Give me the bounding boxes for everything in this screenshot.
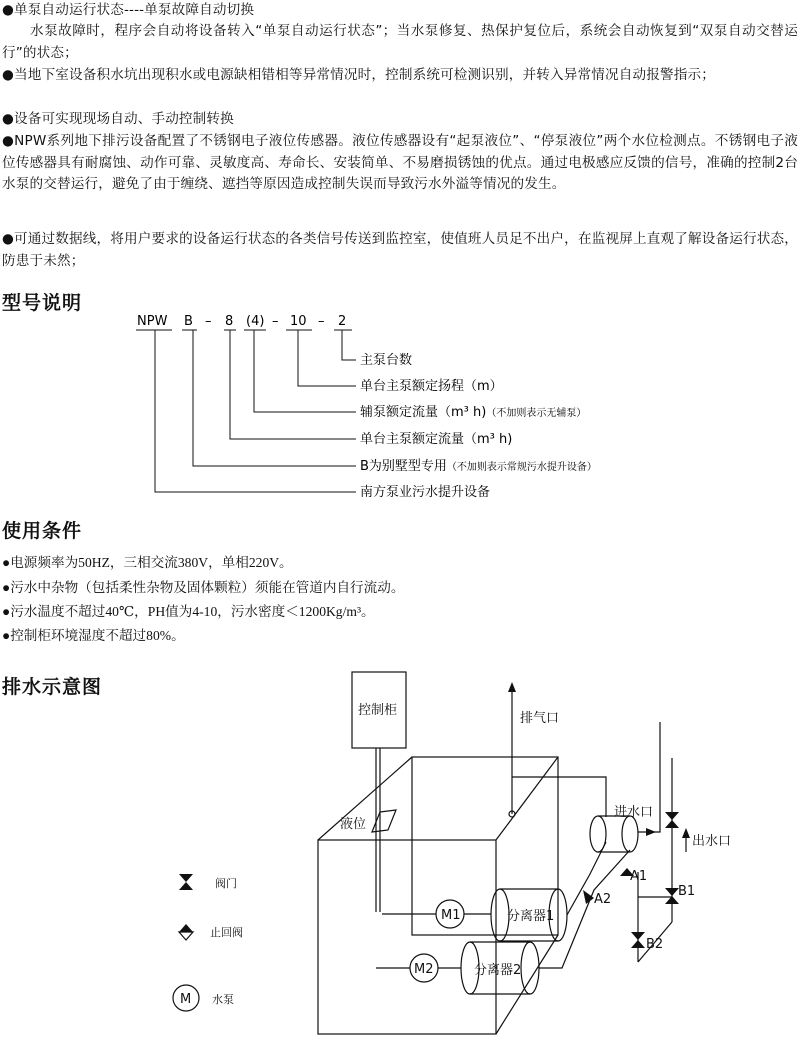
valve-icon bbox=[665, 820, 679, 828]
condition-item: ●污水中杂物（包括柔性杂物及固体颗粒）须能在管道内自行流动。 bbox=[2, 580, 405, 595]
model-code-head: 10 bbox=[290, 314, 307, 329]
separator-1-label: 分离器1 bbox=[507, 909, 555, 924]
model-label-brand: 南方泵业污水提升设备 bbox=[360, 485, 491, 500]
legend-valve-icon bbox=[179, 874, 193, 882]
model-code-npw: NPW bbox=[137, 314, 168, 329]
legend-pump-label: 水泵 bbox=[212, 993, 234, 1006]
outlet-label: 出水口 bbox=[692, 834, 732, 849]
diagram-heading: 排水示意图 bbox=[2, 676, 103, 698]
model-code-b: B bbox=[184, 314, 193, 329]
model-code-dash-3: – bbox=[318, 314, 325, 329]
intro-paragraph-3: ●当地下室设备积水坑出现积水或电源缺相错相等异常情况时，控制系统可检测识别，并转入异常情况自动报警指示； bbox=[2, 67, 715, 83]
condition-item: ●控制柜环境湿度不超过80%。 bbox=[2, 628, 185, 643]
legend-check-valve-label: 止回阀 bbox=[210, 926, 243, 939]
motor-1-label: M1 bbox=[441, 908, 461, 923]
intro-paragraph-5: ●NPW系列地下排污设备配置了不锈钢电子液位传感器。液位传感器设有“起泵液位”、“停泵液位”两个水位检测点。不锈钢电子液位传感器具有耐腐蚀、动作可靠、灵敏度高、寿命长、安装简单、不易磨损锈蚀的优点。通过电极感应反馈的信号，准确的控制2台水泵的交替运行，避免了由于缠绕、遮挡等原因造成控制失误而导致污水外溢等情况的发生。 bbox=[2, 133, 798, 193]
control-cabinet-label: 控制柜 bbox=[358, 703, 398, 718]
motor-2-label: M2 bbox=[414, 962, 434, 977]
valve-b2-icon bbox=[631, 940, 645, 948]
conditions-heading: 使用条件 bbox=[2, 520, 83, 542]
inlet-arrow-icon bbox=[646, 828, 656, 836]
condition-item: ●电源频率为50HZ，三相交流380V，单相220V。 bbox=[2, 555, 293, 570]
valve-icon bbox=[665, 812, 679, 820]
model-label-head: 单台主泵额定扬程（m） bbox=[360, 379, 503, 394]
legend-valve-label: 阀门 bbox=[215, 877, 237, 890]
condition-item: ●污水温度不超过40℃，PH值为4-10，污水密度＜1200Kg/m³。 bbox=[2, 604, 375, 619]
valve-b1-icon bbox=[665, 888, 679, 896]
model-label-villa: B为别墅型专用（不加则表示常规污水提升设备） bbox=[360, 459, 597, 474]
valve-b2-label: B2 bbox=[646, 937, 664, 952]
level-label: 液位 bbox=[340, 817, 367, 832]
model-label-pump-count: 主泵台数 bbox=[360, 353, 413, 368]
model-code-diagram bbox=[0, 308, 800, 508]
valve-b1-label: B1 bbox=[678, 884, 696, 899]
check-valve-a2-icon bbox=[583, 890, 594, 904]
exhaust-label: 排气口 bbox=[520, 711, 560, 726]
inlet-label: 进水口 bbox=[614, 805, 654, 820]
exhaust-arrow-icon bbox=[508, 682, 516, 692]
outlet-arrow-icon bbox=[682, 828, 690, 838]
intro-line-4: ●设备可实现现场自动、手动控制转换 bbox=[2, 111, 234, 127]
model-code-main-flow: 8 bbox=[225, 314, 234, 329]
intro-paragraph-6: ●可通过数据线，将用户要求的设备运行状态的各类信号传送到监控室，使值班人员足不出户，在监视屏上直观了解设备运行状态，防患于未然； bbox=[2, 231, 798, 269]
separator-2-label: 分离器2 bbox=[474, 963, 522, 978]
tank-front bbox=[318, 840, 496, 1034]
model-code-dash-2: – bbox=[272, 314, 279, 329]
model-heading: 型号说明 bbox=[2, 292, 83, 314]
model-code-count: 2 bbox=[338, 314, 347, 329]
drainage-diagram bbox=[0, 662, 800, 1042]
intro-paragraph-2: 水泵故障时，程序会自动将设备转入“单泵自动运行状态”；当水泵修复、热保护复位后，系统会自动恢复到“双泵自动交替运行”的状态； bbox=[2, 23, 798, 61]
legend-pump-symbol: M bbox=[180, 992, 192, 1007]
model-code-aux-flow: (4) bbox=[246, 314, 265, 329]
model-code-dash-1: – bbox=[205, 314, 212, 329]
intro-line-1: ●单泵自动运行状态----单泵故障自动切换 bbox=[2, 2, 255, 18]
model-label-main-flow: 单台主泵额定流量（m³ h) bbox=[360, 432, 513, 447]
model-label-aux-flow: 辅泵额定流量（m³ h)（不加则表示无辅泵） bbox=[360, 405, 587, 420]
legend-check-valve-icon bbox=[179, 932, 193, 940]
valve-b2-icon bbox=[631, 932, 645, 940]
legend-check-valve-icon bbox=[179, 924, 193, 932]
legend-valve-icon bbox=[179, 882, 193, 890]
valve-a2-label: A2 bbox=[594, 892, 612, 907]
valve-a1-label: A1 bbox=[630, 869, 648, 884]
